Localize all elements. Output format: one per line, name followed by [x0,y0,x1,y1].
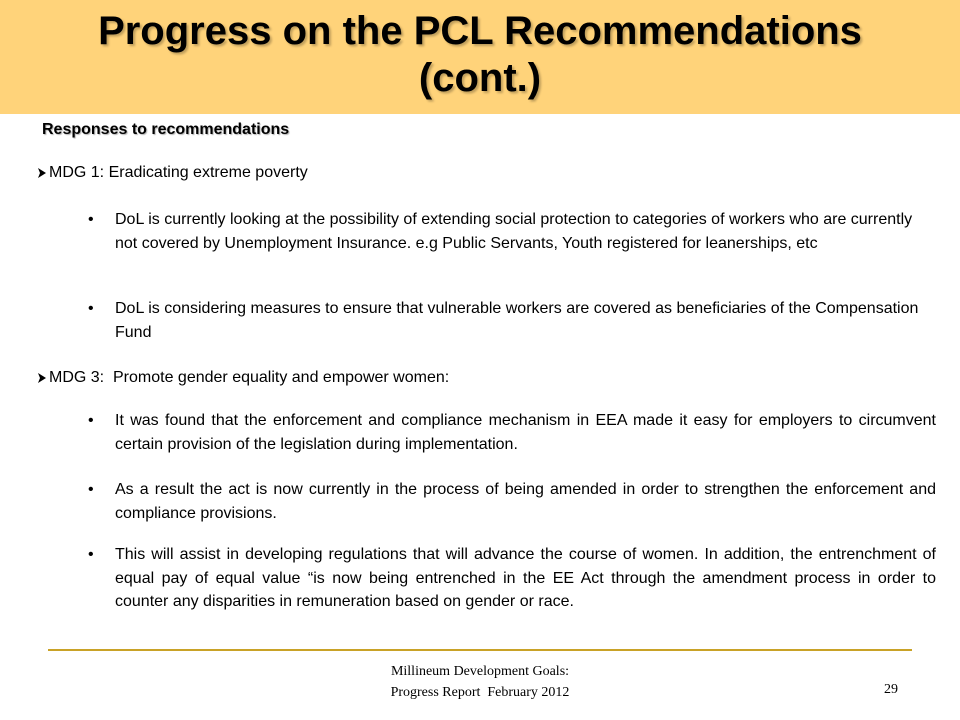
bullet-dot: • [88,211,94,228]
slide-title [0,8,960,102]
footer-divider [48,649,912,651]
section-heading-text: MDG 1: Eradicating extreme poverty [49,164,308,181]
list-item-text: As a result the act is now currently in the process of being amended in order to strengthen the enforcement and compliance provisions. [115,481,936,522]
list-item-text: This will assist in developing regulations that will advance the course of women. In addition, the entrenchment of equal pay of equal value “is now being entrenched in the EE Act through the amendment process in order to counter any disparities in remuneration based on gender or race. [115,546,936,610]
list-item-text: It was found that the enforcement and compliance mechanism in EEA made it easy for employers to circumvent certain provision of the legislation during implementation. [115,412,936,453]
page-number: 29 [884,682,898,697]
section-heading-text: MDG 3: Promote gender equality and empower women: [49,369,450,386]
title-line-1: Progress on the PCL Recommendations [98,9,862,53]
title-line-2: (cont.) [418,56,542,100]
bullet-dot: • [88,546,94,563]
arrow-bullet-icon [36,167,48,179]
section-heading-mdg3 [36,368,449,388]
list-item [88,208,936,255]
bullet-dot: • [88,300,94,317]
footer-line-1: Millineum Development Goals: [390,664,570,679]
list-item [88,543,936,614]
list-item [88,409,936,456]
list-item-text: DoL is considering measures to ensure that vulnerable workers are covered as beneficiaries of the Compensation Fund [115,300,919,341]
list-item [88,478,936,525]
bullet-dot: • [88,481,94,498]
bullet-dot: • [88,412,94,429]
section-heading-mdg1 [36,163,308,183]
list-item-text: DoL is currently looking at the possibility of extending social protection to categories of workers who are currently not covered by Unemployment Insurance. e.g Public Servants, Youth registered for leanerships, etc [115,211,913,252]
arrow-bullet-icon [36,372,48,384]
subheading: Responses to recommendations [42,121,290,138]
footer [0,661,960,703]
footer-line-2: Progress Report February 2012 [390,685,570,700]
list-item [88,297,936,344]
